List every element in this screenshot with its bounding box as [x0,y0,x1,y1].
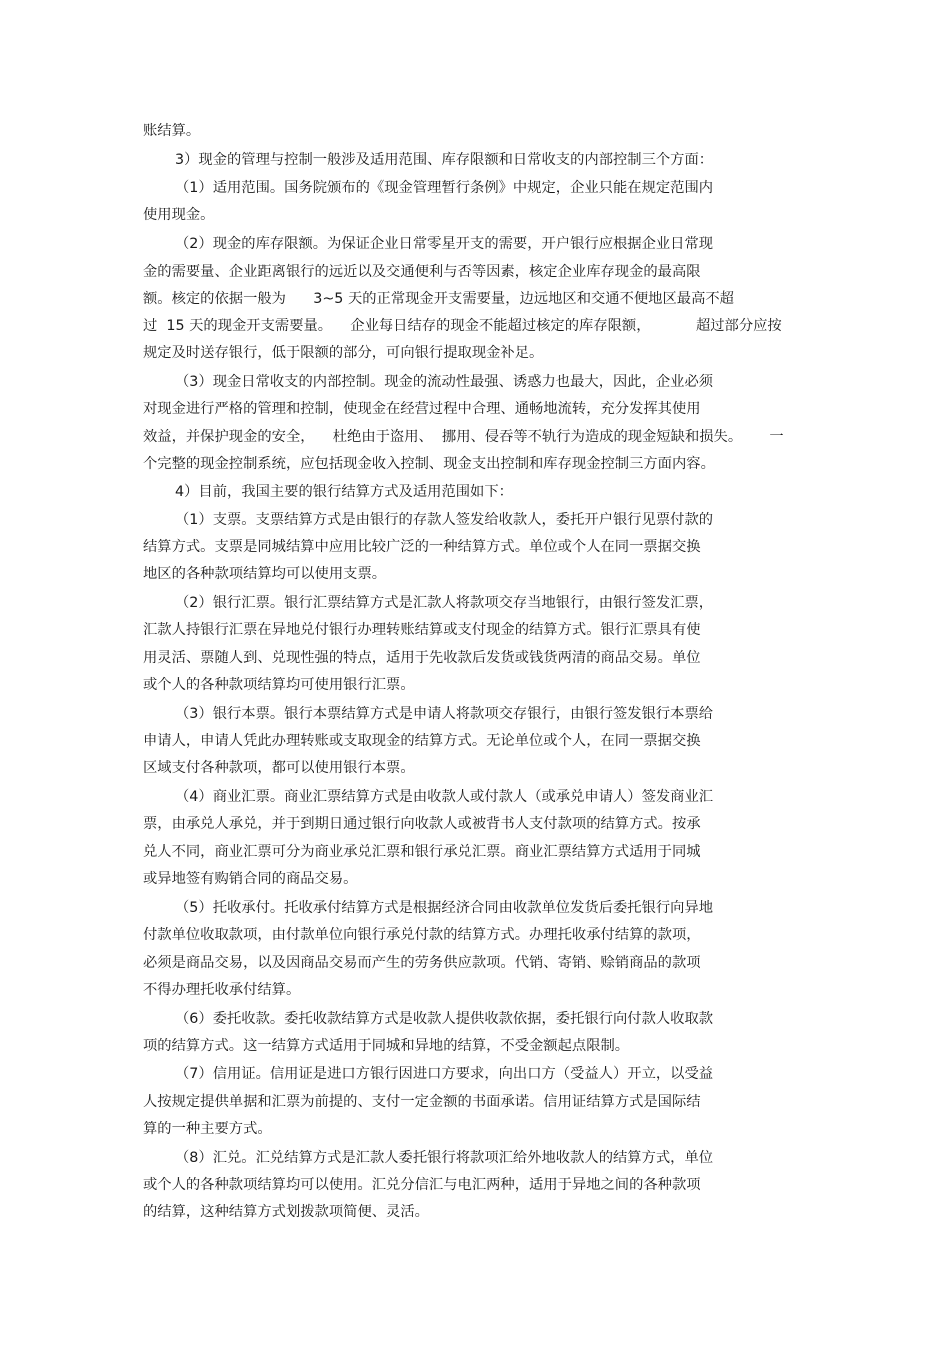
text-line: 额。核定的依据一般为 3~5 天的正常现金开支需要量，边远地区和交通不便地区最高不超 [143,291,734,307]
text-line: （8）汇兑。汇兑结算方式是汇款人委托银行将款项汇给外地收款人的结算方式，单位 [175,1150,714,1166]
text-line: 票，由承兑人承兑，并于到期日通过银行向收款人或被背书人支付款项的结算方式。按承 [143,816,701,832]
text-line: （5）托收承付。托收承付结算方式是根据经济合同由收款单位发货后委托银行向异地 [175,900,714,916]
text-line: 付款单位收取款项，由付款单位向银行承兑付款的结算方式。办理托收承付结算的款项， [143,927,701,943]
text-line: 账结算。 [143,123,201,139]
text-line: 对现金进行严格的管理和控制，使现金在经营过程中合理、通畅地流转，充分发挥其使用 [143,401,701,417]
text-line: （1）适用范围。国务院颁布的《现金管理暂行条例》中规定，企业只能在规定范围内 [175,180,714,196]
text-line: 使用现金。 [143,207,215,223]
text-line: 或异地签有购销合同的商品交易。 [143,871,358,887]
text-line: （3）现金日常收支的内部控制。现金的流动性最强、诱惑力也最大，因此，企业必须 [175,374,714,390]
text-line: 区域支付各种款项，都可以使用银行本票。 [143,760,415,776]
text-line: 过 15 天的现金开支需要量。 企业每日结存的现金不能超过核定的库存限额， 超过部分应按 [143,318,782,334]
text-line: 用灵活、票随人到、兑现性强的特点，适用于先收款后发货或钱货两清的商品交易。单位 [143,650,701,666]
text-line: 算的一种主要方式。 [143,1121,272,1137]
text-line: （4）商业汇票。商业汇票结算方式是由收款人或付款人（或承兑申请人）签发商业汇 [175,789,714,805]
text-line: 或个人的各种款项结算均可使用银行汇票。 [143,677,415,693]
text-line: 地区的各种款项结算均可以使用支票。 [143,566,387,582]
text-line: （3）银行本票。银行本票结算方式是申请人将款项交存银行，由银行签发银行本票给 [175,706,714,722]
text-line: 4）目前，我国主要的银行结算方式及适用范围如下： [175,484,513,500]
text-line: （2）银行汇票。银行汇票结算方式是汇款人将款项交存当地银行，由银行签发汇票， [175,595,714,611]
text-line: 金的需要量、企业距离银行的远近以及交通便利与否等因素，核定企业库存现金的最高限 [143,264,701,280]
text-line: 申请人，申请人凭此办理转账或支取现金的结算方式。无论单位或个人，在同一票据交换 [143,733,701,749]
text-line: 效益，并保护现金的安全， 杜绝由于盗用、 挪用、侵吞等不轨行为造成的现金短缺和损失。 一 [143,429,784,445]
text-line: （2）现金的库存限额。为保证企业日常零星开支的需要，开户银行应根据企业日常现 [175,236,714,252]
text-line: 项的结算方式。这一结算方式适用于同城和异地的结算，不受金额起点限制。 [143,1038,630,1054]
text-line: 3）现金的管理与控制一般涉及适用范围、库存限额和日常收支的内部控制三个方面： [175,152,714,168]
text-line: 人按规定提供单据和汇票为前提的、支付一定金额的书面承诺。信用证结算方式是国际结 [143,1094,701,1110]
text-line: 的结算，这种结算方式划拨款项简便、灵活。 [143,1204,429,1220]
text-line: 结算方式。支票是同城结算中应用比较广泛的一种结算方式。单位或个人在同一票据交换 [143,539,701,555]
text-line: 或个人的各种款项结算均可以使用。汇兑分信汇与电汇两种，适用于异地之间的各种款项 [143,1177,701,1193]
text-line: 汇款人持银行汇票在异地兑付银行办理转账结算或支付现金的结算方式。银行汇票具有使 [143,622,701,638]
text-line: 个完整的现金控制系统，应包括现金收入控制、现金支出控制和库存现金控制三方面内容。 [143,456,715,472]
text-line: （1）支票。支票结算方式是由银行的存款人签发给收款人，委托开户银行见票付款的 [175,512,714,528]
text-line: 兑人不同，商业汇票可分为商业承兑汇票和银行承兑汇票。商业汇票结算方式适用于同城 [143,844,701,860]
text-line: 规定及时送存银行，低于限额的部分，可向银行提取现金补足。 [143,345,544,361]
text-line: 必须是商品交易，以及因商品交易而产生的劳务供应款项。代销、寄销、赊销商品的款项 [143,955,701,971]
text-line: （6）委托收款。委托收款结算方式是收款人提供收款依据，委托银行向付款人收取款 [175,1011,714,1027]
text-line: 不得办理托收承付结算。 [143,982,301,998]
text-line: （7）信用证。信用证是进口方银行因进口方要求，向出口方（受益人）开立，以受益 [175,1066,714,1082]
